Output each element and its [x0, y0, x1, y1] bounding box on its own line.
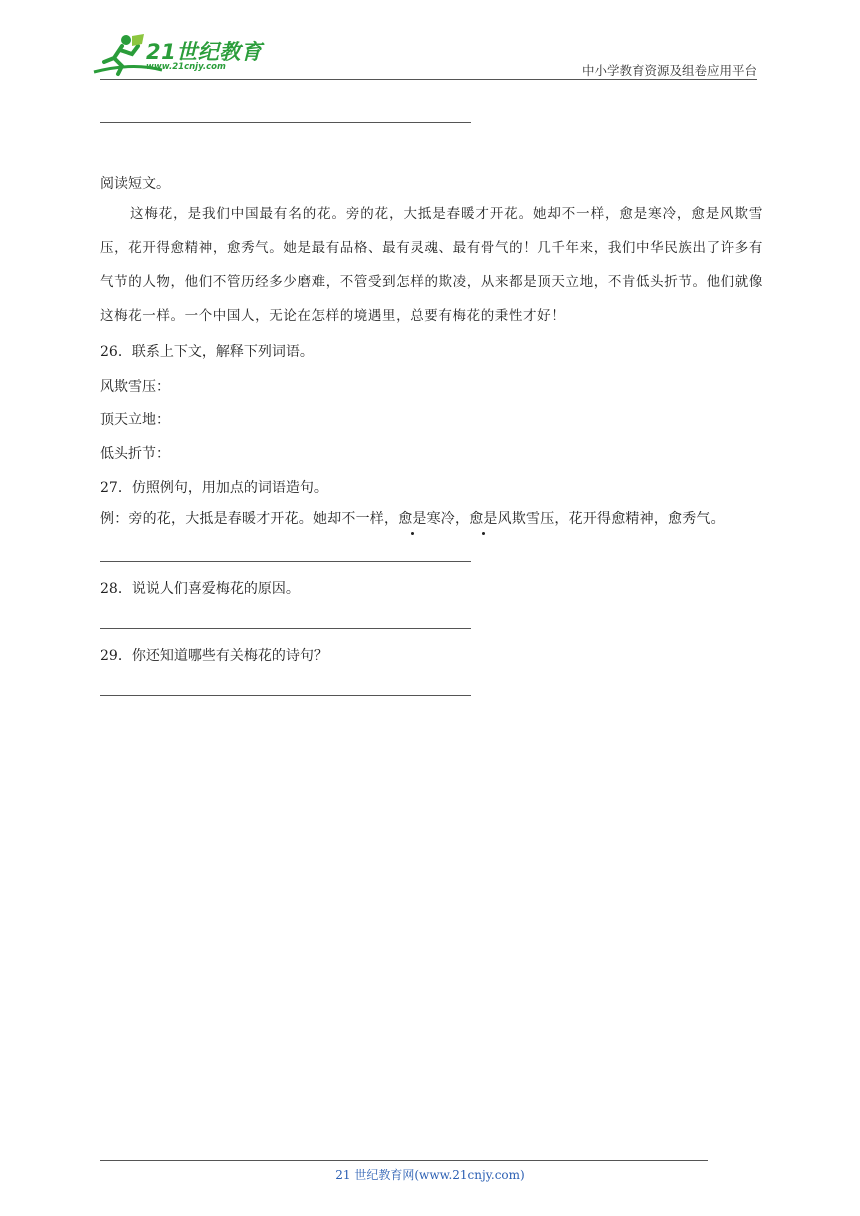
footer-divider [100, 1160, 708, 1161]
logo-url: www.21cnjy.com [146, 62, 226, 72]
reading-passage: 这梅花，是我们中国最有名的花。旁的花，大抵是春暖才开花。她却不一样，愈是寒冷，愈是风欺雪压，花开得愈精神，愈秀气。她是最有品格、最有灵魂、最有骨气的！几千年来，我们中华民族出了许多有气节的人物，他们不管历经多少磨难，不管受到怎样的欺凌，从来都是顶天立地，不肯低头折节。他们就像这梅花一样。一个中国人，无论在怎样的境遇里，总要有梅花的秉性才好！ [100, 206, 763, 324]
question-26-prompt: 26．联系上下文，解释下列词语。 [100, 344, 314, 360]
reading-intro: 阅读短文。 [100, 176, 170, 192]
answer-line-29 [100, 695, 471, 696]
dotted-word-1: 愈是 [398, 508, 426, 528]
question-27-prompt: 27．仿照例句，用加点的词语造句。 [100, 480, 328, 496]
question-28-prompt: 28．说说人们喜爱梅花的原因。 [100, 581, 300, 597]
q26-term-2: 顶天立地： [100, 412, 170, 428]
q26-term-1: 风欺雪压： [100, 379, 170, 395]
example-text-3: 风欺雪压，花开得愈精神，愈秀气。 [497, 511, 725, 527]
answer-line-28 [100, 628, 471, 629]
dotted-word-2: 愈是 [469, 508, 497, 528]
footer-site-link[interactable]: 21 世纪教育网(www.21cnjy.com) [335, 1168, 525, 1182]
answer-line-previous [100, 122, 471, 123]
page-header [0, 0, 860, 82]
header-divider [100, 79, 757, 80]
question-29-prompt: 29．你还知道哪些有关梅花的诗句？ [100, 648, 328, 664]
example-text-1: 例：旁的花，大抵是春暖才开花。她却不一样， [100, 511, 399, 527]
q27-example-sentence [100, 508, 725, 528]
logo-text: 21世纪教育 [146, 40, 263, 64]
answer-line-27 [100, 561, 471, 562]
platform-title: 中小学教育资源及组卷应用平台 [581, 63, 757, 78]
example-text-2: 寒冷， [426, 511, 470, 527]
q26-term-3: 低头折节： [100, 446, 170, 462]
